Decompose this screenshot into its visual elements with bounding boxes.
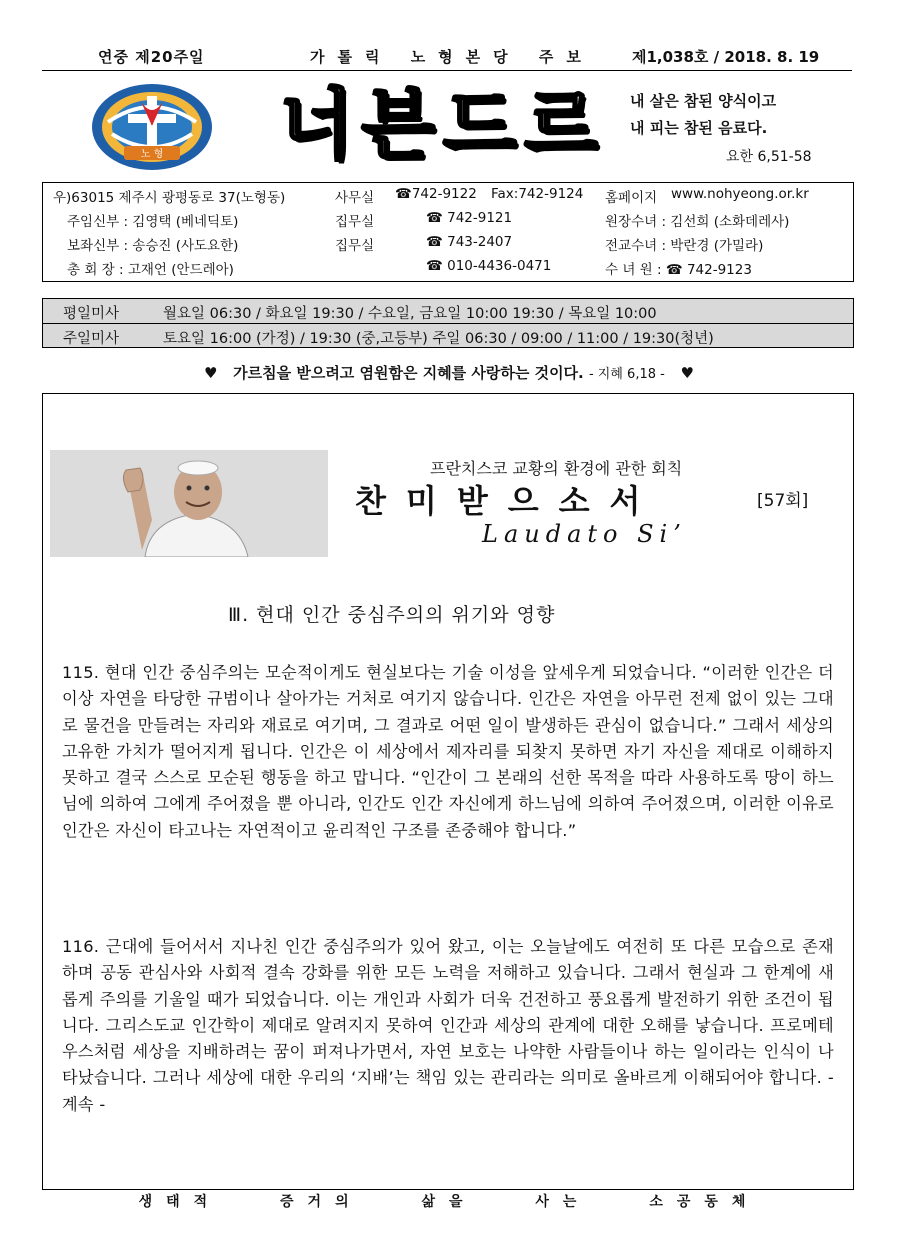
weekday-mass-times: 월요일 06:30 / 화요일 19:30 / 수요일, 금요일 10:00 19:30 / 목요일 10:00	[163, 306, 657, 322]
assistant-priest: 보좌신부 : 송승진 (사도요한)	[67, 238, 239, 254]
weekday-mass-row	[43, 299, 853, 323]
sunday-mass-label: 주일미사	[63, 331, 120, 347]
homepage-label: 홈페이지	[605, 190, 658, 206]
heart-icon: ♥	[680, 364, 694, 382]
office-label: 사무실	[335, 190, 375, 206]
liturgical-week: 연중 제20주일	[98, 48, 205, 66]
episode-number: [57회]	[757, 491, 809, 511]
parish-info-box	[42, 182, 854, 282]
fax-number: Fax:742-9124	[491, 186, 584, 202]
top-header-bar	[42, 44, 852, 71]
motto-line	[0, 362, 898, 383]
convent-phone: 수 녀 원 : ☎ 742-9123	[605, 262, 752, 278]
paragraph-116: 116. 근대에 들어서서 지나친 인간 중심주의가 있어 왔고, 이는 오늘날에도 여전히 또 다른 모습으로 존재하며 공동 관심사와 사회적 결속 강화를 위한 모든 노력을 저해하고 있습니다. 그래서 현실과 그 한계에 새롭게 주의를 기울일 때가 되었습니다. 이는 개인과 사회가 더욱 건전하고 풍요롭게 발전하기 위한 조건이 됩니다. 그리스도교 인간학이 제대로 알려지지 못하여 인간과 세상의 관계에 대한 오해를 낳습니다. 프로메테우스처럼 세상을 지배하려는 꿈이 퍼져나가면서, 자연 보호는 나약한 사람들이나 하는 일이라는 인식이 나타났습니다. 그러나 세상에 대한 우리의 ‘지배’는 책임 있는 관리라는 의미로 올바르게 이해되어야 합니다. - 계속 -	[62, 937, 834, 1114]
paragraph-115: 115. 현대 인간 중심주의는 모순적이게도 현실보다는 기술 이성을 앞세우게 되었습니다. “이러한 인간은 더 이상 자연을 타당한 규범이나 살아가는 거처로 여기지 않습니다. 인간은 자연을 아무런 전제 없이 있는 그대로 물건을 만들려는 자리와 재료로 여기며, 그 결과로 어떤 일이 발생하든 관심이 없습니다.” 그래서 세상의 고유한 가치가 떨어지게 됩니다. 인간은 이 세상에서 제자리를 되찾지 못하면 자기 자신을 제대로 이해하지 못하고 결국 스스로 모순된 행동을 하고 맙니다. “인간이 그 본래의 선한 목적을 따라 사용하도록 땅이 하느님에 의하여 그에게 주어졌을 뿐 아니라, 인간도 인간 자신에게 하느님에 의하여 주어졌으며, 이러한 이유로 인간은 자신이 타고나는 자연적이고 윤리적인 구조를 존중해야 합니다.”	[62, 663, 834, 840]
logo-label: 노 형	[140, 149, 164, 160]
council-president: 총 회 장 : 고재언 (안드레아)	[67, 262, 234, 278]
logo-emblem-icon	[90, 82, 215, 172]
issue-number-date: 제1,038호 / 2018. 8. 19	[632, 48, 820, 66]
assistant-phone: ☎ 743-2407	[426, 234, 513, 250]
verse-line-2: 내 피는 참된 음료다.	[630, 119, 768, 137]
verse-reference: 요한 6,51-58	[726, 149, 812, 165]
section-heading: Ⅲ. 현대 인간 중심주의의 위기와 영향	[228, 604, 556, 626]
heart-icon: ♥	[204, 364, 218, 382]
head-sister: 원장수녀 : 김선희 (소화데레사)	[605, 214, 790, 230]
pastor-phone: ☎ 742-9121	[426, 210, 513, 226]
info-row	[43, 258, 853, 280]
info-row	[43, 234, 853, 256]
pope-portrait-icon	[50, 450, 328, 557]
mission-sister: 전교수녀 : 박란경 (가밀라)	[605, 238, 764, 254]
verse-line-1: 내 살은 참된 양식이고	[630, 92, 777, 110]
sunday-mass-times: 토요일 16:00 (가정) / 19:30 (중,고등부) 주일 06:30 / 09:00 / 11:00 / 19:30(청년)	[163, 331, 714, 347]
latin-title: Laudato Si’	[482, 520, 687, 548]
pastor: 주임신부 : 김영택 (베네딕토)	[67, 214, 239, 230]
bulletin-name: 가톨릭 노형본당 주보	[310, 48, 594, 66]
office-room-label: 집무실	[335, 214, 375, 230]
sunday-mass-row	[43, 323, 853, 348]
gospel-verse	[630, 88, 776, 142]
info-row	[43, 210, 853, 232]
pope-photo	[50, 450, 328, 557]
office-phone: ☎742-9122	[395, 186, 477, 202]
parish-logo	[90, 82, 215, 172]
encyclical-title: 찬미받으소서	[355, 482, 661, 520]
footer-slogan: 생태적 증거의 삶을 사는 소공동체	[138, 1194, 760, 1210]
mass-schedule	[42, 298, 854, 348]
motto-reference: - 지혜 6,18 -	[588, 367, 665, 382]
motto-text: 가르침을 받으려고 염원함은 지혜를 사랑하는 것이다.	[233, 364, 584, 382]
masthead-title: 너븐드르	[280, 80, 606, 169]
info-row-address	[43, 186, 853, 208]
encyclical-subtitle: 프란치스코 교황의 환경에 관한 회칙	[430, 459, 683, 478]
parish-address: 우)63015 제주시 광평동로 37(노형동)	[53, 190, 286, 206]
homepage-link[interactable]: www.nohyeong.or.kr	[671, 186, 809, 202]
weekday-mass-label: 평일미사	[63, 306, 120, 322]
office-room-label: 집무실	[335, 238, 375, 254]
president-phone: ☎ 010-4436-0471	[426, 258, 552, 274]
